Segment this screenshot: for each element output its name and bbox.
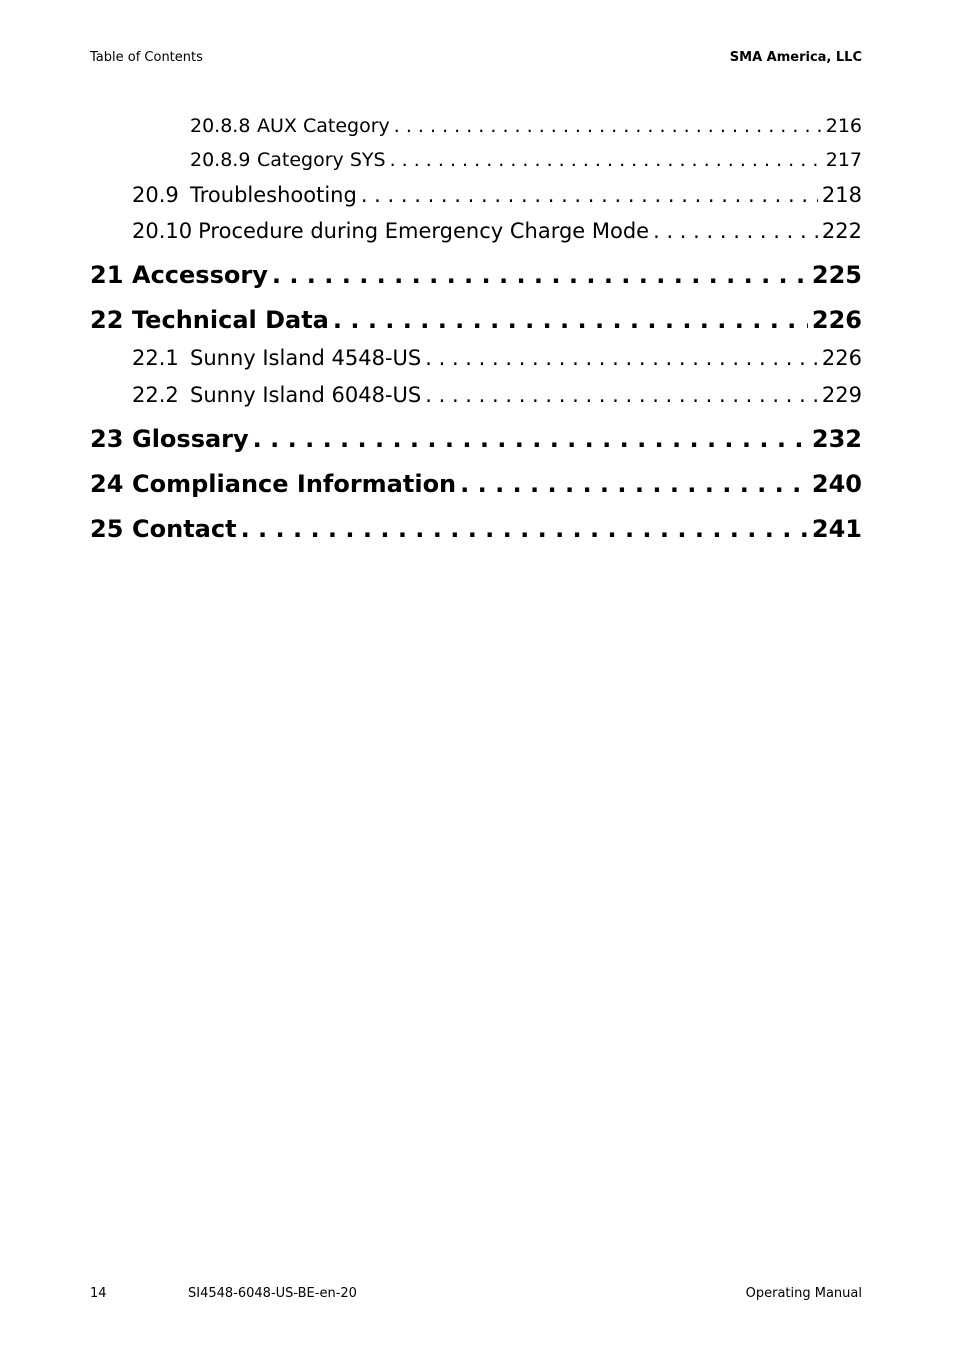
toc-entry-number: 20.8.8 [190, 115, 251, 137]
toc-entry-number: 22.1 [132, 346, 179, 370]
toc-entry-title: Compliance Information [132, 470, 457, 498]
toc-entry-page: 240 [811, 470, 862, 498]
toc-entry-title: Contact [132, 515, 237, 543]
toc-entry-number: 21 [90, 261, 124, 289]
toc-entry-page: 226 [821, 346, 862, 370]
toc-entry-number: 24 [90, 470, 124, 498]
toc-entry-page: 232 [811, 425, 862, 453]
toc-entry-title: Technical Data [132, 306, 329, 334]
toc-entry-number: 23 [90, 425, 124, 453]
toc-entry-22[interactable] [90, 305, 862, 335]
toc-entry-title: Glossary [132, 425, 249, 453]
toc-dot-leader [390, 148, 822, 172]
toc-entry-21[interactable] [90, 260, 862, 290]
toc-entry-page: 225 [811, 261, 862, 289]
toc-entry-25[interactable] [90, 514, 862, 544]
toc-entry-20-10[interactable] [132, 218, 862, 244]
toc-dot-leader [425, 382, 818, 408]
toc-entry-22-2[interactable] [132, 382, 862, 408]
toc-entry-20-8-8[interactable] [190, 114, 862, 138]
toc-dot-leader [361, 182, 818, 208]
toc-entry-page: 241 [811, 515, 862, 543]
toc-dot-leader [241, 514, 808, 544]
toc-dot-leader [333, 305, 808, 335]
toc-entry-page: 229 [821, 383, 862, 407]
toc-entry-page: 217 [825, 149, 862, 171]
toc-entry-title: Category SYS [257, 149, 386, 171]
toc-dot-leader [272, 260, 808, 290]
toc-entry-24[interactable] [90, 469, 862, 499]
toc-entry-page: 218 [821, 183, 862, 207]
toc-dot-leader [394, 114, 822, 138]
toc-dot-leader [253, 424, 808, 454]
toc-entry-title: Sunny Island 6048-US [190, 383, 422, 407]
toc-entry-page: 216 [825, 115, 862, 137]
footer-document-code: SI4548-6048-US-BE-en-20 [188, 1286, 357, 1301]
toc-entry-23[interactable] [90, 424, 862, 454]
toc-entry-number: 20.9 [132, 183, 179, 207]
toc-entry-title: Accessory [132, 261, 268, 289]
toc-entry-title: Procedure during Emergency Charge Mode [198, 219, 650, 243]
footer-manual-type: Operating Manual [745, 1286, 862, 1301]
header-section-title: Table of Contents [90, 50, 203, 65]
toc-entry-20-8-9[interactable] [190, 148, 862, 172]
toc-entry-title: AUX Category [257, 115, 390, 137]
toc-entry-page: 222 [821, 219, 862, 243]
toc-entry-number: 22.2 [132, 383, 179, 407]
toc-entry-title: Sunny Island 4548-US [190, 346, 422, 370]
toc-entry-page: 226 [811, 306, 862, 334]
toc-entry-number: 20.10 [132, 219, 193, 243]
toc-entry-20-9[interactable] [132, 182, 862, 208]
toc-dot-leader [653, 218, 818, 244]
toc-dot-leader [425, 345, 818, 371]
toc-entry-title: Troubleshooting [190, 183, 357, 207]
toc-dot-leader [460, 469, 808, 499]
toc-entry-22-1[interactable] [132, 345, 862, 371]
toc-entry-number: 25 [90, 515, 124, 543]
toc-entry-number: 20.8.9 [190, 149, 251, 171]
toc-entry-number: 22 [90, 306, 124, 334]
header-company-name: SMA America, LLC [729, 50, 862, 65]
footer-page-number: 14 [90, 1286, 107, 1301]
